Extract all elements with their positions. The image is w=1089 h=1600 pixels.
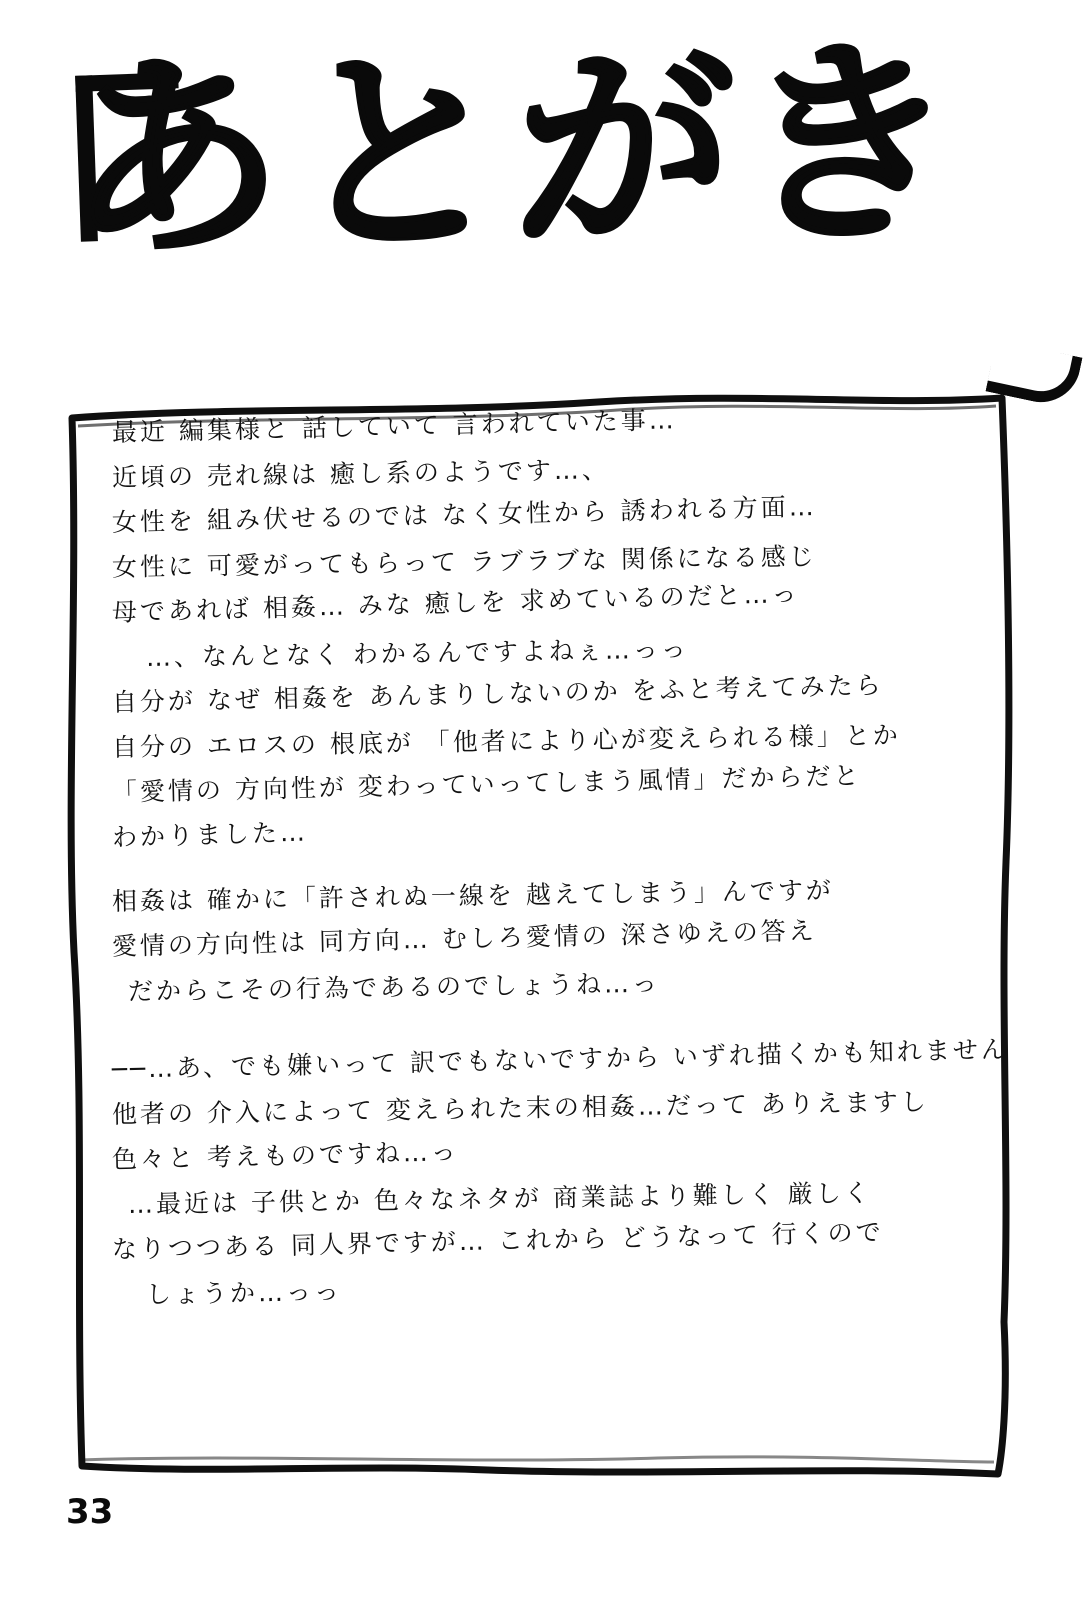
- text-line: 最近 編集様と 話していて 言われていた事…: [111, 405, 678, 447]
- text-line: …最近は 子供とか 色々なネタが 商業誌より難しく 厳しく: [127, 1178, 872, 1219]
- text-line: ──…あ、でも嫌いって 訳でもないですから いずれ描くかも知れません: [111, 1034, 1010, 1084]
- text-line: 愛情の方向性は 同方向… むしろ愛情の 深さゆえの答え: [111, 916, 817, 961]
- page-title: [62, 17, 1030, 378]
- text-line: なりつつある 同人界ですが… これから どうなって 行くので: [111, 1217, 884, 1264]
- text-line: 「愛情の 方向性が 変わっていってしまう風情」だからだと: [111, 760, 862, 807]
- text-line: 自分が なぜ 相姦を あんまりしないのか をふと考えてみたら: [111, 670, 884, 717]
- title-text: あとがき: [62, 17, 968, 289]
- paragraph-3: [111, 875, 982, 1007]
- paragraph-5: [111, 1178, 982, 1310]
- afterword-body: [111, 405, 1010, 1325]
- text-line: 女性を 組み伏せるのでは なく女性から 誘われる方面…: [111, 492, 817, 537]
- text-line: わかりました…: [111, 817, 309, 852]
- paragraph-4: [111, 1034, 1010, 1175]
- paragraph-1: [111, 405, 982, 673]
- text-line: 自分の エロスの 根底が 「他者により心が変えられる様」とか: [111, 720, 901, 762]
- text-line: 母であれば 相姦… みな 癒しを 求めているのだと…っ: [111, 578, 800, 627]
- text-line: だからこその行為であるのでしょうね…っ: [127, 968, 661, 1006]
- text-line: 相姦は 確かに「許されぬ一線を 越えてしまう」んですが: [111, 875, 835, 916]
- text-line: 女性に 可愛がってもらって ラブラブな 関係になる感じ: [111, 541, 817, 582]
- text-line: 近頃の 売れ線は 癒し系のようです…、: [111, 455, 611, 492]
- text-line: 色々と 考えものですね…っ: [111, 1137, 460, 1174]
- text-line: しょうか…っっ: [145, 1276, 343, 1309]
- text-line: …、なんとなく わかるんですよねぇ…っっ: [145, 634, 690, 672]
- page-number: 33: [66, 1492, 114, 1532]
- text-line: 他者の 介入によって 変えられた末の相姦…だって ありえますし: [111, 1087, 929, 1129]
- paragraph-2: [111, 670, 982, 853]
